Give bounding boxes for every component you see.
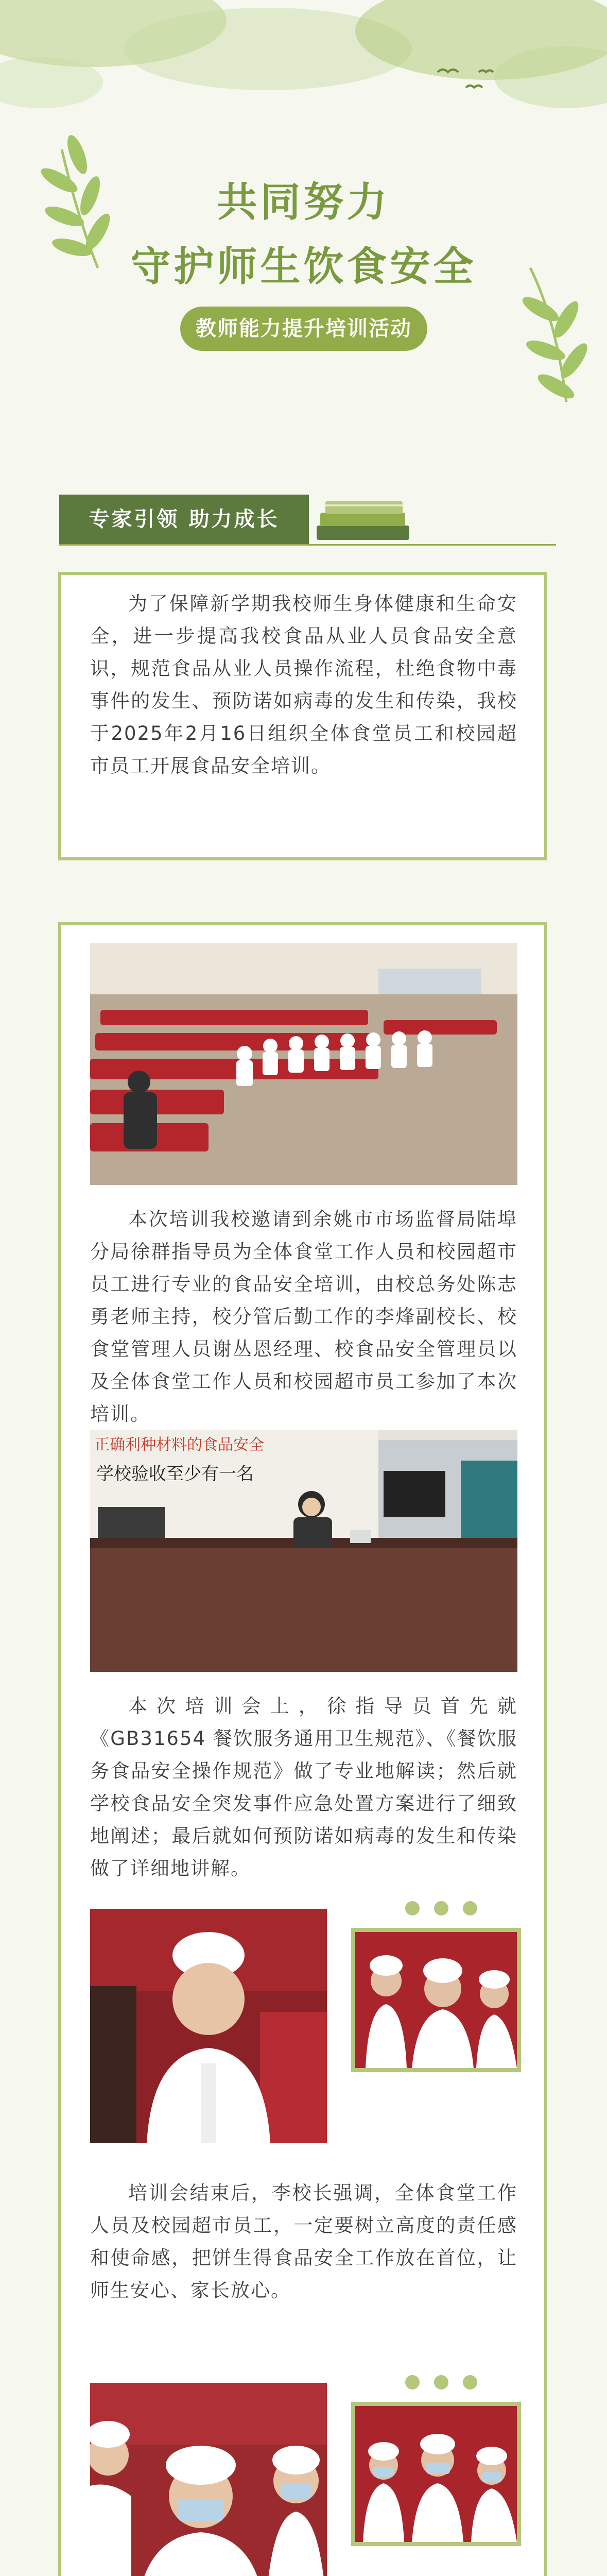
- section-divider: [59, 544, 556, 546]
- photo-staff-2-frame: [351, 1928, 521, 2072]
- photo-banner-text-2: 学校验收至少有一名: [96, 1464, 254, 1484]
- photo-staff-4-frame: [351, 2402, 521, 2546]
- paragraph-3: 本次培训会上，徐指导员首先就《GB31654 餐饮服务通用卫生规范》、《餐饮服务食品安全操作规范》做了专业地解读；然后就学校食品安全突发事件应急处置方案进行了细致地阐述；最后就如何预防诺如病毒的发生和传染做了详细地讲解。: [90, 1695, 517, 1879]
- photo-staff-3: [90, 2383, 327, 2576]
- decorative-dots: [405, 1901, 477, 1916]
- books-icon: [314, 497, 412, 544]
- page-title-line-1: 共同努力: [217, 179, 390, 226]
- section-tag: 专家引领 助力成长: [59, 495, 309, 544]
- decorative-dots-2: [405, 2375, 477, 2389]
- header: [0, 0, 607, 443]
- photo-staff-4: [355, 2406, 517, 2542]
- photo-staff-2: [355, 1932, 517, 2068]
- photo-speaker: [90, 1430, 517, 1672]
- subtitle-badge: 教师能力提升培训活动: [180, 307, 427, 351]
- page-title-line-2: 守护师生饮食安全: [130, 244, 477, 290]
- paragraph-4: 培训会结束后，李校长强调，全体食堂工作人员及校园超市员工，一定要树立高度的责任感和使命感，把饼生得食品安全工作放在首位，让师生安心、家长放心。: [90, 2182, 517, 2301]
- photo-auditorium: [90, 943, 517, 1185]
- photo-staff-1: [90, 1909, 327, 2143]
- paragraph-2: 本次培训我校邀请到余姚市市场监督局陆埠分局徐群指导员为全体食堂工作人员和校园超市员工进行专业的食品安全培训，由校总务处陈志勇老师主持，校分管后勤工作的李烽副校长、校食堂管理人员谢丛恩经理、校食品安全管理员以及全体食堂工作人员和校园超市员工参加了本次培训。: [90, 1208, 517, 1425]
- photo-banner-text-1: 正确利种材料的食品安全: [94, 1436, 264, 1454]
- intro-paragraph: 为了保障新学期我校师生身体健康和生命安全，进一步提高我校食品从业人员食品安全意识，规范食品从业人员操作流程，杜绝食物中毒事件的发生、预防诺如病毒的发生和传染，我校于2025年2月16日组织全体食堂员工和校园超市员工开展食品安全培训。: [90, 592, 517, 777]
